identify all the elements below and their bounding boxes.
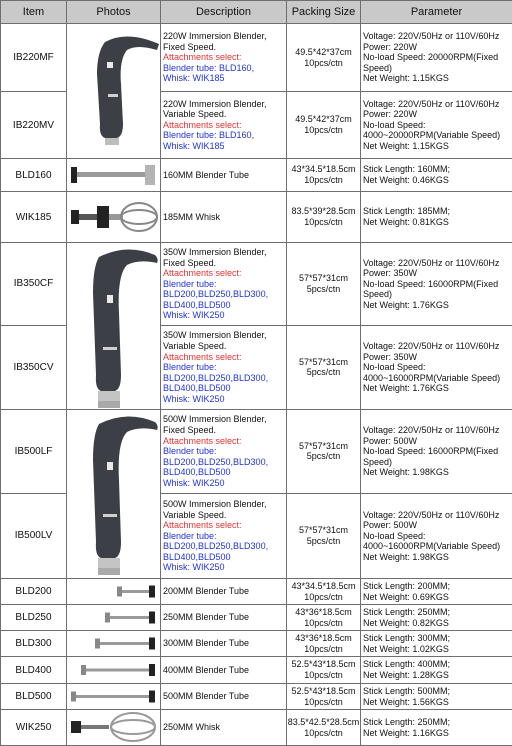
parameter-line: Net Weight: 1.76KGS [363, 300, 512, 311]
item-code: BLD160 [1, 159, 67, 192]
blender-tube-photo [67, 657, 161, 683]
description-line: Whisk: WIK185 [163, 73, 286, 84]
parameter [361, 493, 512, 578]
description-line: Variable Speed. [163, 510, 286, 521]
parameter-line: Net Weight: 1.15KGS [363, 73, 512, 84]
parameter-line: Speed) [363, 457, 512, 468]
parameter-line: Net Weight: 0.82KGS [363, 618, 512, 629]
table-row [1, 657, 512, 684]
product-photo [67, 192, 161, 243]
description-line: Attachments select: [163, 520, 286, 531]
product-photo [67, 684, 161, 710]
parameter-line: No-load Speed: 16000RPM(Fixed [363, 446, 512, 457]
item-code: IB220MV [1, 92, 67, 159]
header-packing-size: Packing Size [287, 1, 361, 24]
parameter [361, 710, 512, 746]
table-row [1, 631, 512, 657]
parameter [361, 579, 512, 605]
parameter [361, 92, 512, 159]
parameter-line: Power: 350W [363, 268, 512, 279]
table-row [1, 684, 512, 710]
item-code: BLD250 [1, 605, 67, 631]
item-code: IB500LV [1, 493, 67, 578]
parameter-line: Voltage: 220V/50Hz or 110V/60Hz [363, 99, 512, 110]
description-line: Attachments select: [163, 436, 286, 447]
parameter-line: Net Weight: 1.56KGS [363, 697, 512, 708]
packing-line: 5pcs/ctn [287, 451, 360, 462]
description-line: 500W Immersion Blender, [163, 414, 286, 425]
blender-tube-photo [67, 684, 161, 709]
whisk-photo [67, 192, 161, 242]
parameter [361, 243, 512, 326]
parameter [361, 325, 512, 409]
parameter-line: Voltage: 220V/50Hz or 110V/60Hz [363, 510, 512, 521]
description [161, 24, 287, 92]
packing-size [287, 410, 361, 494]
product-photo [67, 631, 161, 657]
description [161, 493, 287, 578]
packing-line: 52.5*43*18.5cm [287, 659, 360, 670]
description-line: Whisk: WIK250 [163, 562, 286, 573]
packing-line: 52.5*43*18.5cm [287, 686, 360, 697]
header-photos: Photos [67, 1, 161, 24]
description [161, 631, 287, 657]
packing-size [287, 631, 361, 657]
packing-line: 57*57*31cm [287, 525, 360, 536]
description-line: Attachments select: [163, 52, 286, 63]
description-line: Whisk: WIK250 [163, 310, 286, 321]
description-line: BLD400,BLD500 [163, 383, 286, 394]
packing-size [287, 24, 361, 92]
description-line: Blender tube: [163, 279, 286, 290]
product-photo [67, 159, 161, 192]
packing-size [287, 192, 361, 243]
packing-line: 10pcs/ctn [287, 592, 360, 603]
packing-line: 10pcs/ctn [287, 618, 360, 629]
packing-line: 83.5*42.5*28.5cm [287, 717, 360, 728]
whisk-photo [67, 710, 161, 745]
blender-tube-photo [67, 605, 161, 630]
parameter-line: Net Weight: 1.98KGS [363, 552, 512, 563]
description-line: 220W Immersion Blender, [163, 99, 286, 110]
packing-line: 43*36*18.5cm [287, 633, 360, 644]
parameter-line: No-load Speed: [363, 362, 512, 373]
product-photo [67, 24, 161, 159]
parameter-line: Net Weight: 0.69KGS [363, 592, 512, 603]
parameter-line: Stick Length: 185MM; [363, 206, 512, 217]
item-code: IB350CF [1, 243, 67, 326]
description-line: Fixed Speed. [163, 42, 286, 53]
description-line: Blender tube: BLD160, [163, 130, 286, 141]
parameter-line: Net Weight: 0.46KGS [363, 175, 512, 186]
item-code: WIK185 [1, 192, 67, 243]
parameter [361, 410, 512, 494]
parameter-line: Stick Length: 250MM; [363, 607, 512, 618]
packing-size [287, 605, 361, 631]
parameter [361, 605, 512, 631]
packing-size [287, 657, 361, 684]
description-line: 500MM Blender Tube [163, 691, 286, 702]
item-code: WIK250 [1, 710, 67, 746]
description [161, 710, 287, 746]
description-line: BLD400,BLD500 [163, 552, 286, 563]
product-photo [67, 410, 161, 579]
parameter-line: Net Weight: 1.02KGS [363, 644, 512, 655]
packing-size [287, 325, 361, 409]
product-photo [67, 657, 161, 684]
immersion-blender-photo [67, 24, 161, 158]
product-photo [67, 710, 161, 746]
table-row [1, 579, 512, 605]
description-line: Variable Speed. [163, 341, 286, 352]
description-line: BLD200,BLD250,BLD300, [163, 541, 286, 552]
packing-line: 57*57*31cm [287, 273, 360, 284]
description-line: 200MM Blender Tube [163, 586, 286, 597]
packing-size [287, 243, 361, 326]
packing-size [287, 684, 361, 710]
parameter-line: Net Weight: 0.81KGS [363, 217, 512, 228]
description [161, 243, 287, 326]
description-line: Blender tube: [163, 362, 286, 373]
item-code: BLD400 [1, 657, 67, 684]
blender-tube-photo [67, 579, 161, 604]
description-line: Whisk: WIK250 [163, 394, 286, 405]
description [161, 325, 287, 409]
header-item: Item [1, 1, 67, 24]
parameter-line: Stick Length: 200MM; [363, 581, 512, 592]
description [161, 92, 287, 159]
packing-line: 10pcs/ctn [287, 175, 360, 186]
description-line: 185MM Whisk [163, 212, 286, 223]
packing-line: 83.5*39*28.5cm [287, 206, 360, 217]
description-line: 350W Immersion Blender, [163, 330, 286, 341]
parameter-line: Stick Length: 400MM; [363, 659, 512, 670]
packing-size [287, 710, 361, 746]
parameter-line: Net Weight: 1.76KGS [363, 383, 512, 394]
packing-size [287, 92, 361, 159]
table-row [1, 605, 512, 631]
description-line: Blender tube: [163, 531, 286, 542]
parameter-line: Power: 500W [363, 520, 512, 531]
parameter [361, 24, 512, 92]
parameter-line: Stick Length: 250MM; [363, 717, 512, 728]
parameter-line: Voltage: 220V/50Hz or 110V/60Hz [363, 31, 512, 42]
parameter [361, 631, 512, 657]
parameter-line: Speed) [363, 289, 512, 300]
description-line: 350W Immersion Blender, [163, 247, 286, 258]
product-photo [67, 243, 161, 410]
description-line: Fixed Speed. [163, 425, 286, 436]
description [161, 192, 287, 243]
parameter [361, 159, 512, 192]
description-line: 250MM Whisk [163, 722, 286, 733]
immersion-blender-photo [67, 243, 161, 409]
parameter-line: Voltage: 220V/50Hz or 110V/60Hz [363, 258, 512, 269]
parameter-line: Stick Length: 300MM; [363, 633, 512, 644]
table-row [1, 710, 512, 746]
packing-line: 10pcs/ctn [287, 670, 360, 681]
parameter-line: 4000~16000RPM(Variable Speed) [363, 541, 512, 552]
description [161, 579, 287, 605]
description-line: Variable Speed. [163, 109, 286, 120]
parameter-line: Voltage: 220V/50Hz or 110V/60Hz [363, 425, 512, 436]
table-row [1, 24, 512, 92]
description-line: 220W Immersion Blender, [163, 31, 286, 42]
product-photo [67, 579, 161, 605]
table-row [1, 159, 512, 192]
parameter-line: No-load Speed: 16000RPM(Fixed [363, 279, 512, 290]
table-row [1, 243, 512, 326]
table-row [1, 192, 512, 243]
parameter-line: 4000~20000RPM(Variable Speed) [363, 130, 512, 141]
description-line: BLD400,BLD500 [163, 467, 286, 478]
item-code: IB500LF [1, 410, 67, 494]
parameter-line: Stick Length: 500MM; [363, 686, 512, 697]
packing-line: 10pcs/ctn [287, 125, 360, 136]
description-line: BLD400,BLD500 [163, 300, 286, 311]
packing-line: 43*36*18.5cm [287, 607, 360, 618]
description [161, 684, 287, 710]
packing-size [287, 579, 361, 605]
packing-line: 57*57*31cm [287, 441, 360, 452]
parameter-line: Voltage: 220V/50Hz or 110V/60Hz [363, 341, 512, 352]
description-line: 250MM Blender Tube [163, 612, 286, 623]
description [161, 605, 287, 631]
item-code: BLD500 [1, 684, 67, 710]
packing-line: 10pcs/ctn [287, 697, 360, 708]
packing-line: 49.5*42*37cm [287, 47, 360, 58]
packing-line: 5pcs/ctn [287, 367, 360, 378]
item-code: IB220MF [1, 24, 67, 92]
blender-tube-photo [67, 631, 161, 656]
parameter-line: Power: 500W [363, 436, 512, 447]
header-row [1, 1, 512, 24]
description-line: Attachments select: [163, 268, 286, 279]
parameter-line: Stick Length: 160MM; [363, 164, 512, 175]
parameter-line: Net Weight: 1.28KGS [363, 670, 512, 681]
description-line: 500W Immersion Blender, [163, 499, 286, 510]
table-row [1, 410, 512, 494]
header-description: Description [161, 1, 287, 24]
packing-line: 10pcs/ctn [287, 644, 360, 655]
parameter-line: Power: 220W [363, 42, 512, 53]
description [161, 657, 287, 684]
description-line: Blender tube: [163, 446, 286, 457]
packing-line: 10pcs/ctn [287, 58, 360, 69]
item-code: IB350CV [1, 325, 67, 409]
parameter-line: No-load Speed: [363, 120, 512, 131]
parameter-line: 4000~16000RPM(Variable Speed) [363, 373, 512, 384]
item-code: BLD300 [1, 631, 67, 657]
immersion-blender-photo [67, 410, 161, 578]
parameter-line: Power: 220W [363, 109, 512, 120]
parameter-line: Net Weight: 1.15KGS [363, 141, 512, 152]
description-line: 300MM Blender Tube [163, 638, 286, 649]
description-line: 400MM Blender Tube [163, 665, 286, 676]
description [161, 159, 287, 192]
header-parameter: Parameter [361, 1, 512, 24]
parameter-line: Net Weight: 1.98KGS [363, 467, 512, 478]
description-line: Whisk: WIK185 [163, 141, 286, 152]
packing-line: 5pcs/ctn [287, 536, 360, 547]
description-line: 160MM Blender Tube [163, 170, 286, 181]
packing-line: 5pcs/ctn [287, 284, 360, 295]
parameter-line: No-load Speed: [363, 531, 512, 542]
description-line: Blender tube: BLD160, [163, 63, 286, 74]
parameter [361, 657, 512, 684]
parameter-line: Speed) [363, 63, 512, 74]
packing-line: 10pcs/ctn [287, 217, 360, 228]
packing-line: 57*57*31cm [287, 357, 360, 368]
parameter-line: Power: 350W [363, 352, 512, 363]
packing-size [287, 159, 361, 192]
description-line: Attachments select: [163, 352, 286, 363]
packing-line: 10pcs/ctn [287, 728, 360, 739]
description-line: Attachments select: [163, 120, 286, 131]
description-line: BLD200,BLD250,BLD300, [163, 373, 286, 384]
packing-size [287, 493, 361, 578]
packing-line: 43*34.5*18.5cm [287, 164, 360, 175]
description-line: BLD200,BLD250,BLD300, [163, 289, 286, 300]
product-photo [67, 605, 161, 631]
item-code: BLD200 [1, 579, 67, 605]
description-line: Fixed Speed. [163, 258, 286, 269]
description-line: Whisk: WIK250 [163, 478, 286, 489]
blender-tube-photo [67, 159, 161, 191]
description [161, 410, 287, 494]
parameter [361, 684, 512, 710]
description-line: BLD200,BLD250,BLD300, [163, 457, 286, 468]
packing-line: 49.5*42*37cm [287, 114, 360, 125]
parameter [361, 192, 512, 243]
parameter-line: Net Weight: 1.16KGS [363, 728, 512, 739]
packing-line: 43*34.5*18.5cm [287, 581, 360, 592]
parameter-line: No-load Speed: 20000RPM(Fixed [363, 52, 512, 63]
